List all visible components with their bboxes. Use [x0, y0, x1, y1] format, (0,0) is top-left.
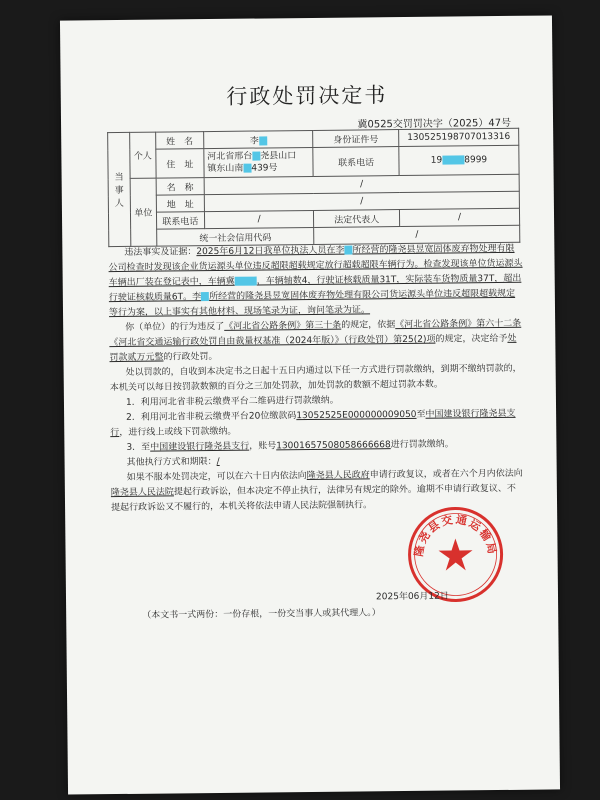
unit-address-label: 地 址: [156, 195, 204, 213]
other-execution: 其他执行方式和期限：/: [126, 456, 220, 468]
violation-facts: 违法事实及证据：2025年6月12日我单位执法人员在李 所经营的隆尧县昱宽固体废弃物处理有限公司检查时发现该企业货运源头单位违反超限超载规定放行超载超限车辆行为。检查发现该单位货运源头车辆出厂装在登记表中，车辆冀 ，车辆轴数4，行驶证核载质量31T，实际装车货物质量37T，超出行驶证核载质量6T。李 所经营的隆尧县昱宽固体废弃物处理有限公司货运源头单位违反超限超载规定等行为案，以上事实有其他材料、现场笔录为证，询问笔录为证。: [108, 243, 523, 319]
unit-name-value: /: [204, 174, 519, 194]
individual-label: 个人: [130, 132, 156, 178]
redaction-mark: [252, 152, 260, 161]
unit-address-value: /: [204, 191, 519, 211]
decision-body: [108, 242, 525, 516]
payment-option-1: 1．利用河北省非税云缴费平台二维码进行罚款缴纳。: [125, 395, 339, 408]
party-table: [107, 128, 520, 247]
seal-text: 隆尧县交通运输局: [412, 512, 500, 558]
legal-rep-label: 法定代表人: [314, 210, 400, 228]
unit-phone-value: /: [204, 210, 314, 228]
credit-code-value: /: [314, 225, 520, 244]
redaction-mark: [235, 277, 257, 286]
payment-option-2: 2．利用河北省非税云缴费平台20位缴款码13052525E000000009050至中国建设银行隆尧县支行，进行线上或线下罚款缴纳。: [110, 408, 516, 439]
id-number: 130525198707013316: [399, 128, 519, 146]
name-label: 姓 名: [156, 132, 204, 150]
footer-note: （本文书一式两份：一份存根，一份交当事人或其代理人。）: [142, 608, 381, 621]
redaction-mark: [259, 136, 267, 145]
document-number: 冀0525交罚罚决字（2025）47号: [357, 117, 512, 131]
phone-label: 联系电话: [313, 147, 399, 177]
party-label: 当事人: [108, 132, 131, 246]
id-type-label: 身份证件号: [313, 130, 399, 148]
document-title: 行政处罚决定书: [226, 83, 388, 109]
appeal-rights: 如果不服本处罚决定，可以在六十日内依法向隆尧县人民政府申请行政复议，或者在六个月内依法向隆尧县人民法院提起行政诉讼，但本决定不停止执行，法律另有规定的除外。逾期不申请行政复议、不提起行政诉讼又不履行的，本机关将依法申请人民法院强制执行。: [110, 468, 523, 514]
redaction-mark: [243, 164, 251, 173]
payment-option-3: 3．至中国建设银行隆尧县支行，账号13001657508058666668进行罚款缴纳。: [126, 439, 454, 453]
document-page: [60, 15, 560, 794]
legal-rep-value: /: [399, 208, 519, 226]
address-label: 住 址: [156, 149, 204, 178]
name-value: 李: [203, 130, 313, 148]
address-value: 河北省邢台 尧县山口 镇东山南 439号: [204, 147, 314, 177]
redaction-mark: [344, 246, 352, 255]
unit-label: 单位: [130, 178, 157, 246]
credit-code-label: 统一社会信用代码: [157, 227, 315, 246]
unit-phone-label: 联系电话: [156, 212, 204, 230]
redaction-mark: [442, 155, 464, 164]
unit-name-label: 名 称: [156, 178, 204, 196]
phone-value: 19 8999: [399, 145, 519, 175]
legal-basis: 你（单位）的行为违反了《河北省公路条例》第三十条的规定，依据《河北省公路条例》第六十二条《河北省交通运输行政处罚自由裁量权基准（2024年版）》（行政处罚）第25(2)项的规定，决定给予处罚款贰万元整的行政处罚。: [109, 318, 522, 364]
payment-instructions: 处以罚款的，自收到本决定书之日起十五日内通过以下任一方式进行罚款缴纳，到期不缴纳罚款的，本机关可以每日按罚款数额的百分之三加处罚款，加处罚款的数额不超过罚款本数。: [109, 363, 522, 394]
star-icon: [438, 538, 472, 570]
issue-date: 2025年06月12日: [375, 591, 449, 603]
